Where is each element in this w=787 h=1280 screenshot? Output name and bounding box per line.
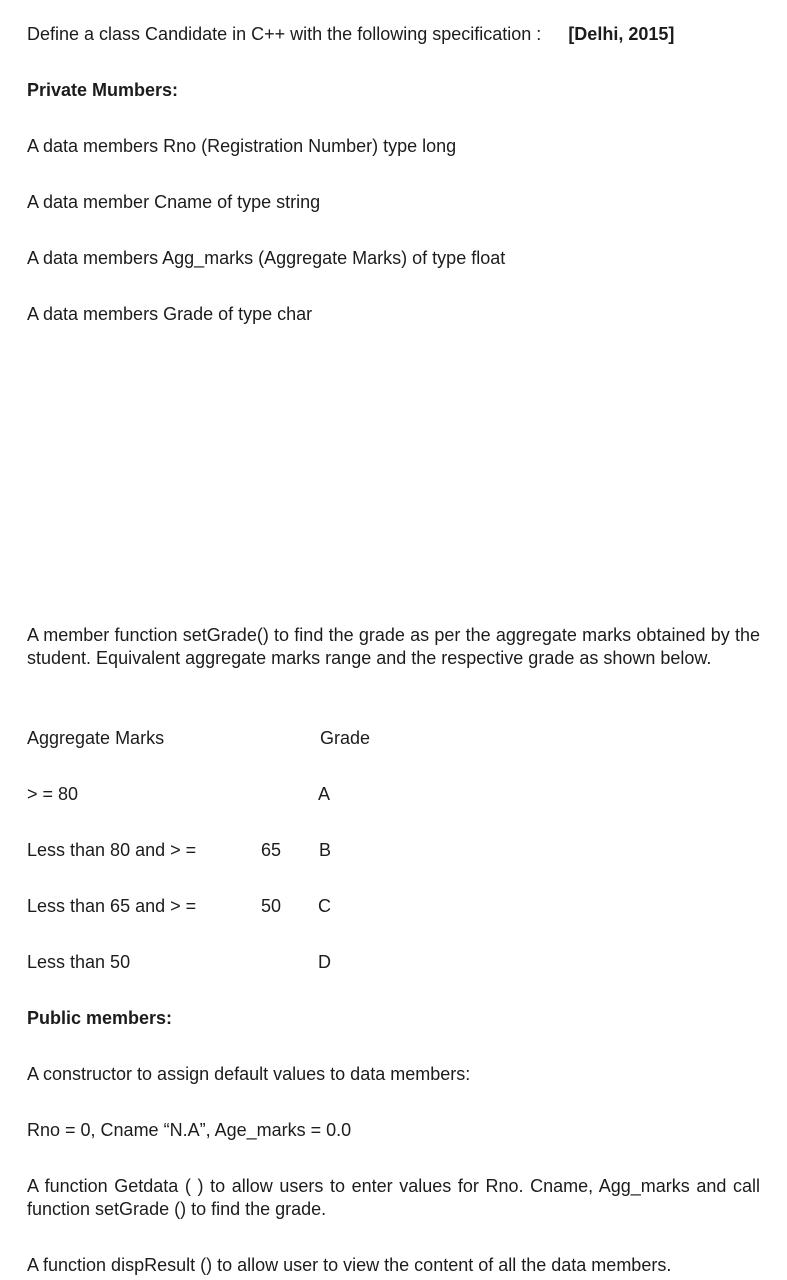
row-value: 65 [261,840,282,860]
public-heading: Public members: [27,1008,173,1028]
private-item: A data member Cname of type string [27,192,321,212]
constructor-text: A constructor to assign default values to data members: [27,1064,471,1084]
private-heading: Private Mumbers: [27,80,179,100]
source-tag: [Delhi, 2015] [568,24,675,44]
defaults-text: Rno = 0, Cname “N.A”, Age_marks = 0.0 [27,1120,352,1140]
row-marks: Less than 50 [27,952,131,972]
row-value: 50 [261,896,282,916]
getdata-description: A function Getdata ( ) to allow users to enter values for Rno. Cname, Agg_marks and call function setGrade () to find the grade. [27,1176,760,1219]
private-item: A data members Grade of type char [27,304,313,324]
grade-column-header: Grade [320,728,371,748]
dispresult-description: A function dispResult () to allow user to view the content of all the data members. [27,1255,672,1275]
setgrade-description: A member function setGrade() to find the grade as per the aggregate marks obtained by the student. Equivalent aggregate marks range and the respective grade as shown below. [27,625,760,668]
row-grade: B [319,840,332,860]
marks-column-header: Aggregate Marks [27,728,165,748]
private-item: A data members Agg_marks (Aggregate Marks) of type float [27,248,506,268]
row-marks: > = 80 [27,784,79,804]
row-grade: A [318,784,331,804]
row-marks: Less than 65 and > = [27,896,197,916]
question-text: Define a class Candidate in C++ with the following specification : [27,24,542,44]
row-grade: D [318,952,331,972]
private-item: A data members Rno (Registration Number) type long [27,136,457,156]
row-grade: C [318,896,331,916]
row-marks: Less than 80 and > = [27,840,197,860]
question-line [27,23,674,46]
